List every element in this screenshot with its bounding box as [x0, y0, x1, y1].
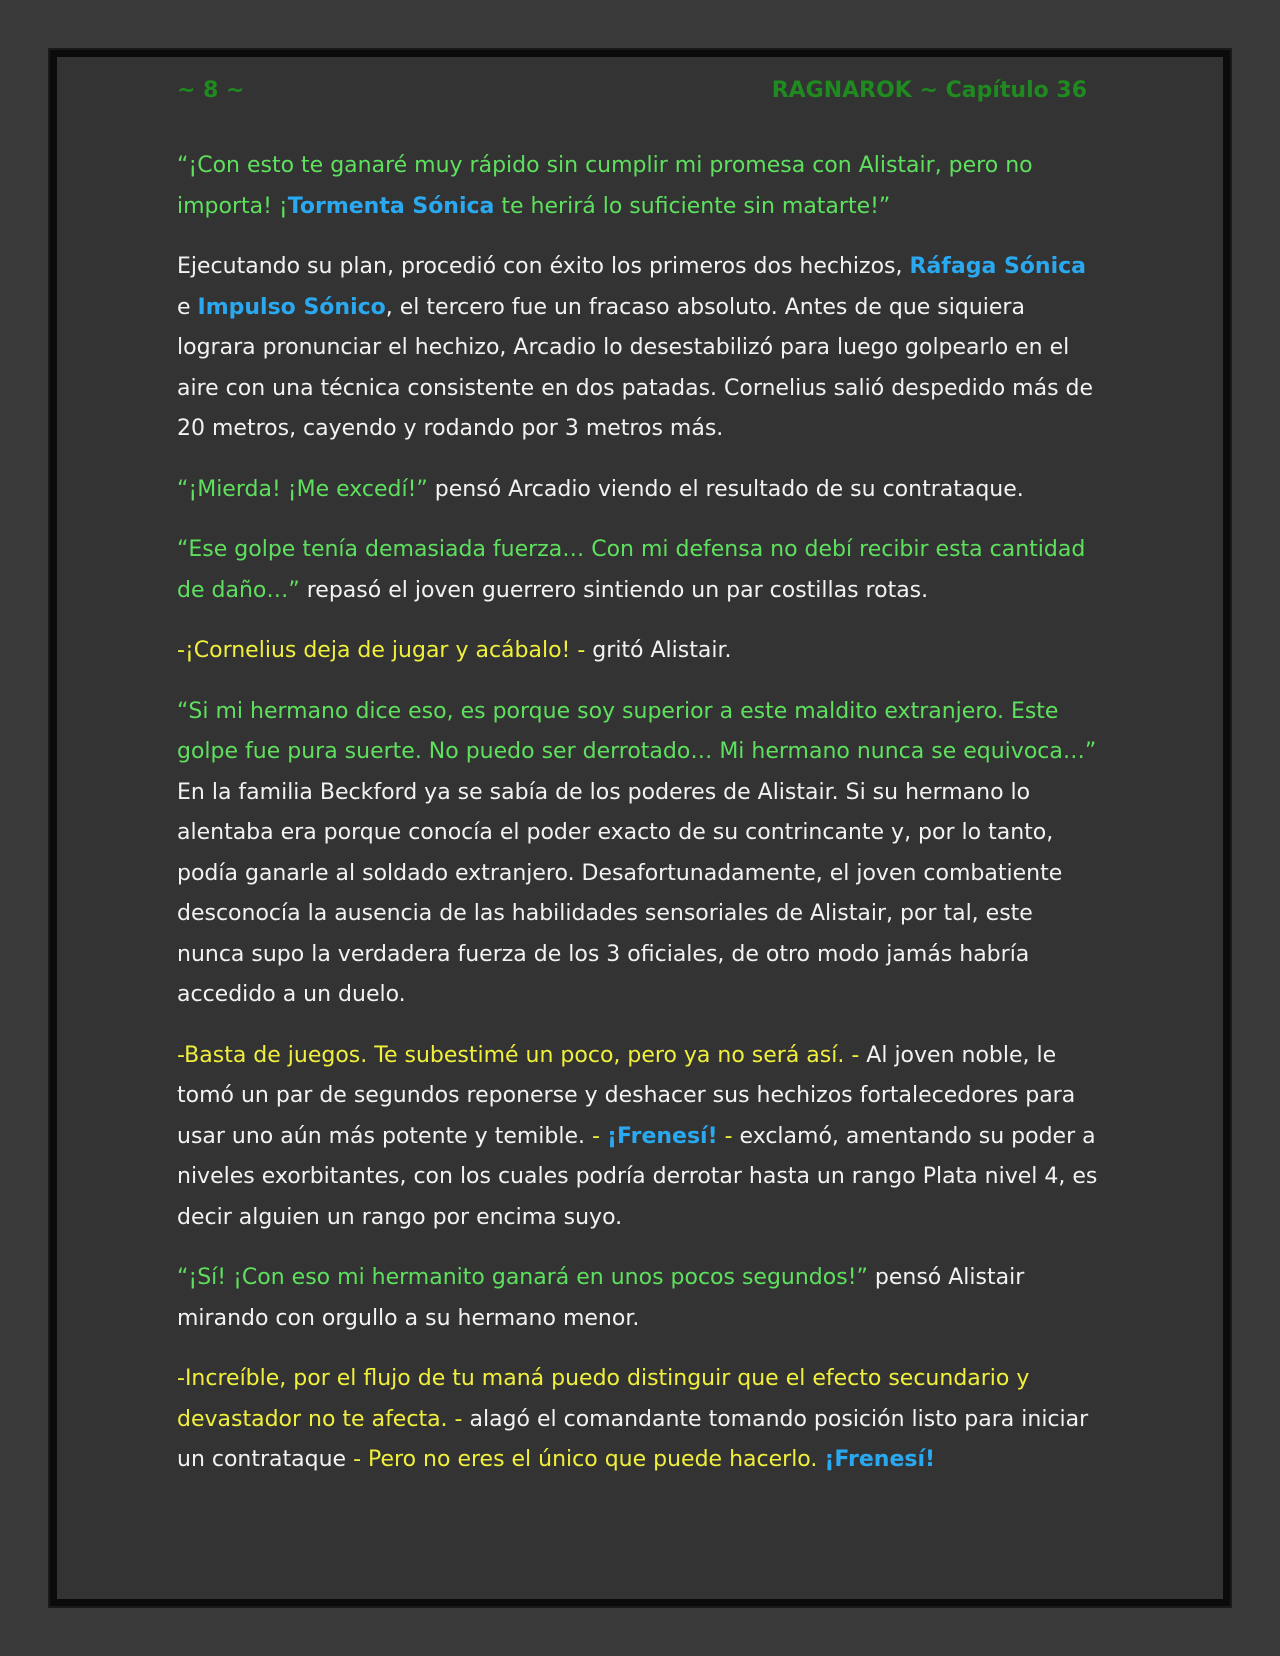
spell-name: Ráfaga Sónica [909, 254, 1087, 279]
spell-name: Impulso Sónico [197, 294, 386, 320]
dialogue-text: -Basta de juegos. Te subestimé un poco, pero ya no será así. - [177, 1042, 860, 1068]
paragraph [177, 247, 1105, 450]
page-number: ~ 8 ~ [177, 78, 245, 103]
dialogue-text: - [717, 1123, 733, 1149]
paragraph [177, 470, 1105, 511]
narration-text: En la familia Beckford ya se sabía de los poderes de Alistair. Si su hermano lo alentaba era porque conocía el poder exacto de su contrincante y, por lo tanto, podía ganarle al soldado extranjero. Desafortunadamente, el joven combatiente desconocía la ausencia de las habilidades sensoriales de Alistair, por tal, este nunca supo la verdadera fuerza de los 3 oficiales, de otro modo jamás habría accedido a un duelo. [177, 779, 1063, 1007]
spell-name: ¡Frenesí! [606, 1123, 718, 1149]
thought-text: te herirá lo suficiente sin matarte!” [494, 193, 891, 219]
story-text [177, 146, 1105, 1501]
thought-text: “¡Sí! ¡Con eso mi hermanito ganará en unos pocos segundos!” [177, 1265, 868, 1290]
paragraph [177, 1359, 1105, 1481]
narration-text: e [177, 294, 198, 320]
narration-text: , el tercero fue un fracaso absoluto. Antes de que siquiera lograra pronunciar el hechizo, Arcadio lo desestabilizó para luego golpearlo en el aire con una técnica consistente en dos patadas. Cornelius salió despedido más de 20 metros, cayendo y rodando por 3 metros más. [177, 294, 1094, 441]
narration-text: Ejecutando su plan, procedió con éxito los primeros dos hechizos, [177, 254, 910, 279]
spell-name: Tormenta Sónica [287, 193, 495, 219]
narration-text: alagó el comandante tomando posición listo para iniciar un contrataque [177, 1406, 1089, 1472]
paragraph [177, 631, 1105, 672]
narration-text: repasó el joven guerrero sintiendo un par costillas rotas. [299, 577, 929, 603]
dialogue-text: - Pero no eres el único que puede hacerlo. [353, 1447, 825, 1472]
thought-text: “Si mi hermano dice eso, es porque soy superior a este maldito extranjero. Este golpe fue pura suerte. No puedo ser derrotado… Mi hermano nunca se equivoca…” [177, 698, 1097, 764]
paragraph [177, 692, 1105, 1016]
thought-text: “¡Con esto te ganaré muy rápido sin cumplir mi promesa con Alistair, pero no importa! ¡ [177, 153, 1033, 219]
thought-text: “¡Mierda! ¡Me excedí!” [177, 476, 428, 502]
narration-text: pensó Alistair mirando con orgullo a su hermano menor. [177, 1265, 1025, 1331]
paragraph [177, 1036, 1105, 1239]
paragraph [177, 146, 1105, 227]
chapter-title: RAGNAROK ~ Capítulo 36 [771, 78, 1087, 103]
spell-name: ¡Frenesí! [824, 1447, 936, 1472]
narration-text: exclamó, amentando su poder a niveles exorbitantes, con los cuales podría derrotar hasta un rango Plata nivel 4, es decir alguien un rango por encima suyo. [177, 1123, 1098, 1230]
paragraph [177, 530, 1105, 611]
narration-text: gritó Alistair. [585, 638, 732, 663]
narration-text: pensó Arcadio viendo el resultado de su contrataque. [427, 476, 1024, 502]
paragraph [177, 1258, 1105, 1339]
dialogue-text: -Increíble, por el flujo de tu maná puedo distinguir que el efecto secundario y devastador no te afecta. - [177, 1366, 1030, 1432]
dialogue-text: - [592, 1123, 607, 1149]
narration-text: Al joven noble, le tomó un par de segundos reponerse y deshacer sus hechizos fortalecedores para usar uno aún más potente y temible. [177, 1042, 1076, 1149]
page-header [177, 78, 1087, 103]
thought-text: “Ese golpe tenía demasiada fuerza… Con mi defensa no debí recibir esta cantidad de daño…” [177, 537, 1086, 603]
dialogue-text: -¡Cornelius deja de jugar y acábalo! - [177, 638, 586, 663]
